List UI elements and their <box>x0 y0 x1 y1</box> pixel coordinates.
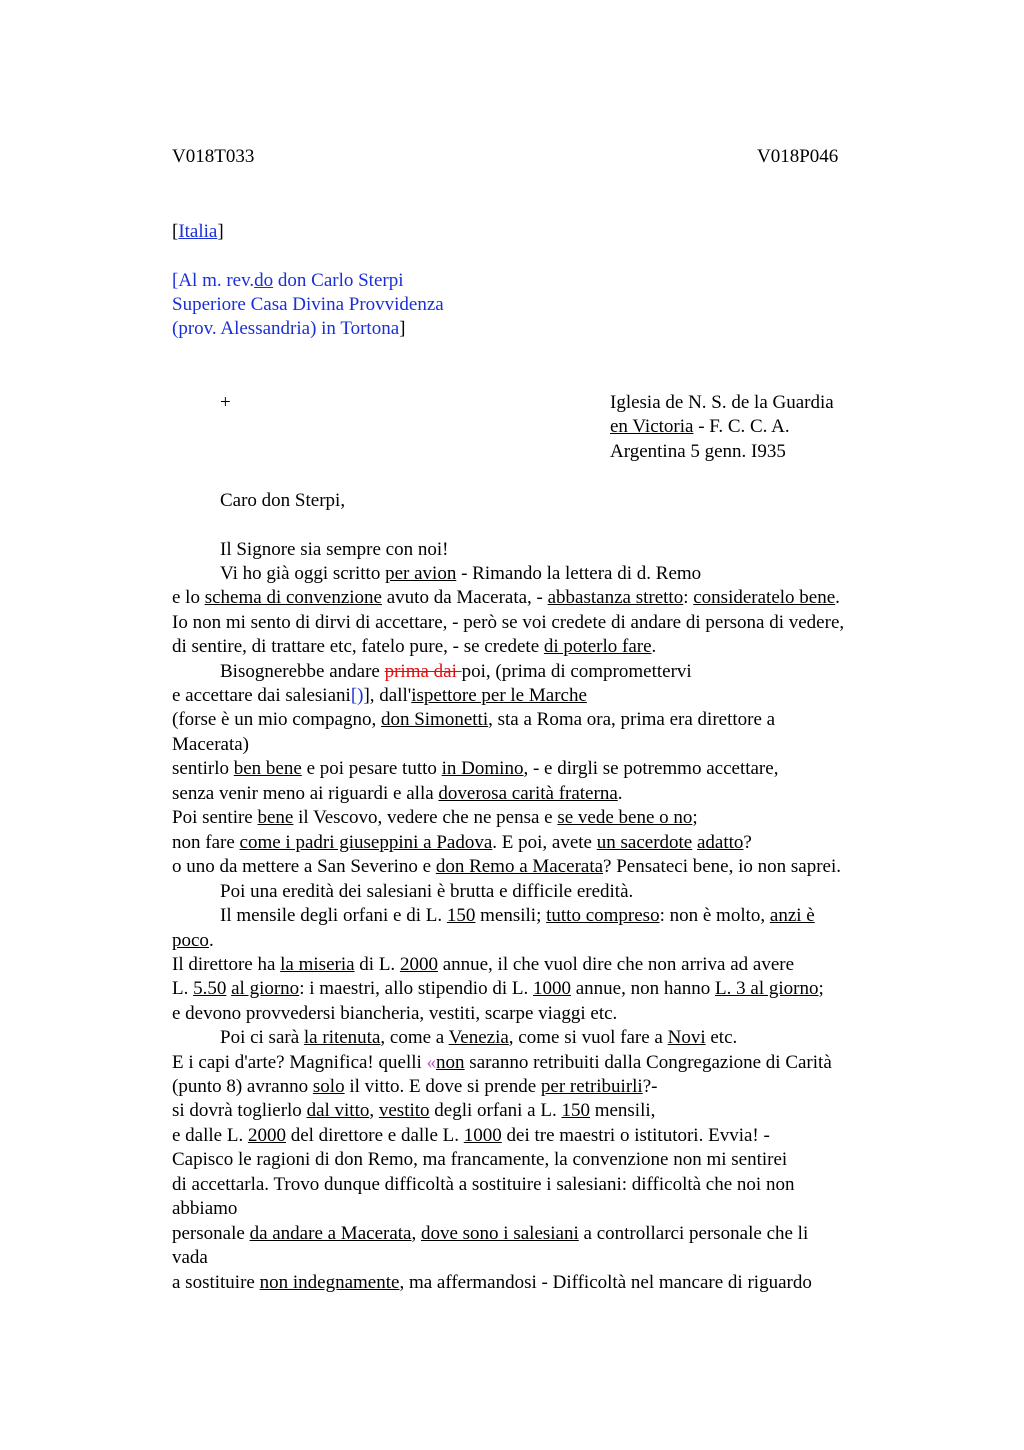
body-line: E i capi d'arte? Magnifica! quelli «non saranno retribuiti dalla Congregazione di Carità <box>172 1052 832 1073</box>
body-line: si dovrà toglierlo dal vitto, vestito degli orfani a L. 150 mensili, <box>172 1100 656 1121</box>
origin-line-3: Argentina 5 genn. I935 <box>610 441 786 462</box>
body-line: e dalle L. 2000 del direttore e dalle L. 1000 dei tre maestri o istitutori. Evvia! - <box>172 1125 770 1146</box>
address-line-2: Superiore Casa Divina Provvidenza <box>172 294 444 315</box>
body-line: Macerata) <box>172 734 249 755</box>
origin-line-2: en Victoria - F. C. C. A. <box>610 416 790 437</box>
body-line: Poi una eredità dei salesiani è brutta e difficile eredità. <box>220 881 634 902</box>
body-line: poco. <box>172 930 214 951</box>
body-line: e lo schema di convenzione avuto da Macerata, - abbastanza stretto: consideratelo bene. <box>172 587 840 608</box>
body-line: o uno da mettere a San Severino e don Remo a Macerata? Pensateci bene, io non saprei. <box>172 856 841 877</box>
body-line: di accettarla. Trovo dunque difficoltà a sostituire i salesiani: difficoltà che noi non <box>172 1174 795 1195</box>
body-line: Bisognerebbe andare prima dai poi, (prima di compromettervi <box>220 661 692 682</box>
body-line: L. 5.50 al giorno: i maestri, allo stipendio di L. 1000 annue, non hanno L. 3 al giorno; <box>172 978 824 999</box>
body-line: e devono provvedersi biancheria, vestiti, scarpe viaggi etc. <box>172 1003 618 1024</box>
body-line: abbiamo <box>172 1198 238 1219</box>
body-line: Vi ho già oggi scritto per avion - Rimando la lettera di d. Remo <box>220 563 702 584</box>
body-line: Poi ci sarà la ritenuta, come a Venezia, come si vuol fare a Novi etc. <box>220 1027 738 1048</box>
body-line: (forse è un mio compagno, don Simonetti, sta a Roma ora, prima era direttore a <box>172 709 776 730</box>
body-line: vada <box>172 1247 208 1268</box>
left-code: V018T033 <box>172 146 255 167</box>
body-line: Capisco le ragioni di don Remo, ma francamente, la convenzione non mi sentirei <box>172 1149 788 1170</box>
place-link[interactable]: Italia <box>178 221 218 242</box>
body-line: non fare come i padri giuseppini a Padova. E poi, avete un sacerdote adatto? <box>172 832 752 853</box>
body-line: senza venir meno ai riguardi e alla doverosa carità fraterna. <box>172 783 623 804</box>
body-line: sentirlo ben bene e poi pesare tutto in Domino, - e dirgli se potremmo accettare, <box>172 758 779 779</box>
body-line: Io non mi sento di dirvi di accettare, - però se voi credete di andare di persona di vedere, <box>172 612 845 633</box>
body-line: e accettare dai salesiani[)], dall'ispettore per le Marche <box>172 685 587 706</box>
address-line-3: (prov. Alessandria) in Tortona] <box>172 318 406 339</box>
body-line: di sentire, di trattare etc, fatelo pure, - se credete di poterlo fare. <box>172 636 657 657</box>
body-line: (punto 8) avranno solo il vitto. E dove si prende per retribuirli?- <box>172 1076 658 1097</box>
address-line-1: [Al m. rev.do don Carlo Sterpi <box>172 270 404 291</box>
cross-mark: + <box>220 392 231 413</box>
salutation: Caro don Sterpi, <box>220 490 346 511</box>
deleted-text: prima dai <box>384 661 462 682</box>
body-line: Poi sentire bene il Vescovo, vedere che ne pensa e se vede bene o no; <box>172 807 698 828</box>
origin-line-1: Iglesia de N. S. de la Guardia <box>610 392 834 413</box>
body-line: Il direttore ha la miseria di L. 2000 annue, il che vuol dire che non arriva ad avere <box>172 954 795 975</box>
body-line: a sostituire non indegnamente, ma affermandosi - Difficoltà nel mancare di riguardo <box>172 1272 812 1293</box>
body-line: Il mensile degli orfani e di L. 150 mensili; tutto compreso: non è molto, anzi è <box>220 905 815 926</box>
place-tag: [Italia] <box>172 221 224 242</box>
body-line: Il Signore sia sempre con noi! <box>220 539 449 560</box>
body-line: personale da andare a Macerata, dove sono i salesiani a controllarci personale che li <box>172 1223 809 1244</box>
right-code: V018P046 <box>757 146 839 167</box>
